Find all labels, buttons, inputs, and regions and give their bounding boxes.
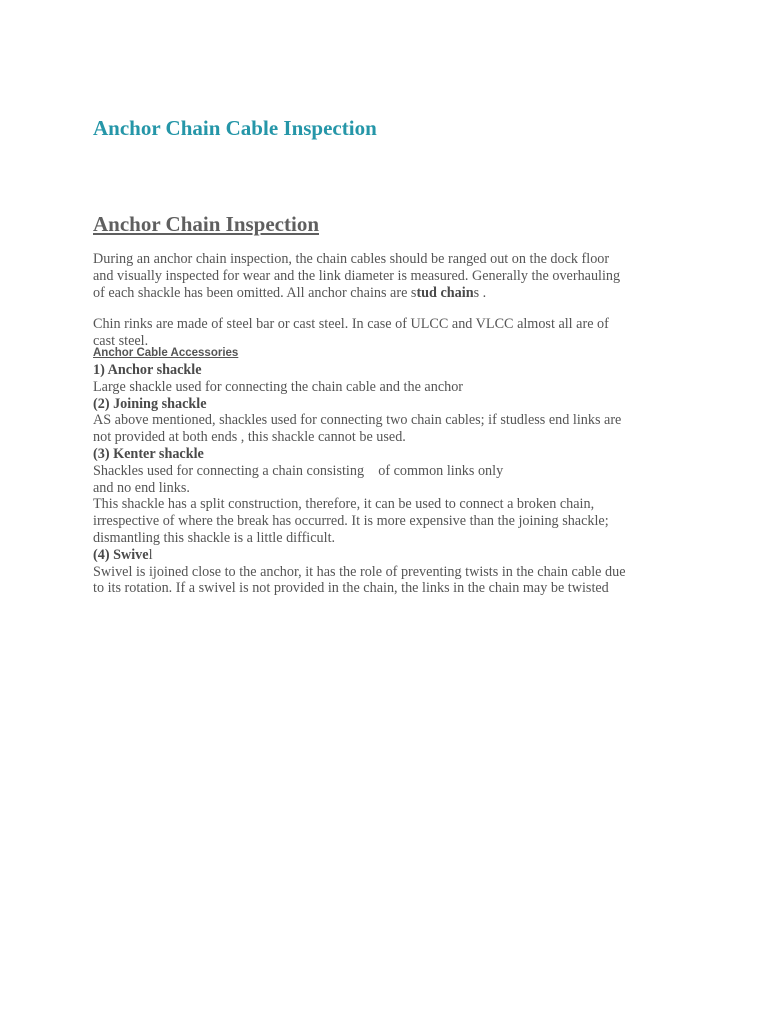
item-heading-swivel xyxy=(93,547,683,564)
item-text: to its rotation. If a swivel is not provided in the chain, the links in the chain may be twisted xyxy=(93,580,609,597)
item-text: Large shackle used for connecting the chain cable and the anchor xyxy=(93,378,464,395)
accessories-heading: Anchor Cable Accessories xyxy=(93,347,239,359)
section-heading: Anchor Chain Inspection xyxy=(93,212,319,236)
item-text: dismantling this shackle is a little difficult. xyxy=(93,529,336,546)
paragraph-line: During an anchor chain inspection, the chain cables should be ranged out on the dock floor xyxy=(93,251,610,267)
item-text: Swivel is ijoined close to the anchor, it has the role of preventing twists in the chain cable due xyxy=(93,563,626,580)
item-heading-swivel-tail: l xyxy=(148,546,153,563)
item-heading-kenter-shackle: (3) Kenter shackle xyxy=(93,445,204,462)
paragraph-chain-material xyxy=(93,316,683,350)
paragraph-line-suffix: s . xyxy=(473,284,487,301)
item-text: and no end links. xyxy=(93,479,190,496)
paragraph-line: Chin rinks are made of steel bar or cast steel. In case of ULCC and VLCC almost all are of xyxy=(93,316,609,332)
item-text: not provided at both ends , this shackle cannot be used. xyxy=(93,429,406,446)
item-heading-joining-shackle: (2) Joining shackle xyxy=(93,395,207,412)
item-text: irrespective of where the break has occurred. It is more expensive than the joining shackle; xyxy=(93,513,609,530)
paragraph-line: and visually inspected for wear and the link diameter is measured. Generally the overhauling xyxy=(93,267,621,284)
paragraph-line: cast steel. xyxy=(93,332,149,349)
stud-chain-emphasis: tud chain xyxy=(416,284,474,301)
paragraph-line: of each shackle has been omitted. All anchor chains are s xyxy=(93,284,417,301)
paragraph-inspection-intro xyxy=(93,251,683,301)
document-title: Anchor Chain Cable Inspection xyxy=(93,116,377,140)
item-text: AS above mentioned, shackles used for connecting two chain cables; if studless end links are xyxy=(93,412,622,429)
item-heading-swivel-bold: (4) Swive xyxy=(93,546,149,563)
item-text: Shackles used for connecting a chain consisting of common links only xyxy=(93,462,504,479)
item-text: This shackle has a split construction, therefore, it can be used to connect a broken chain, xyxy=(93,496,595,513)
accessories-list xyxy=(93,362,683,597)
item-heading-anchor-shackle: 1) Anchor shackle xyxy=(93,362,202,378)
